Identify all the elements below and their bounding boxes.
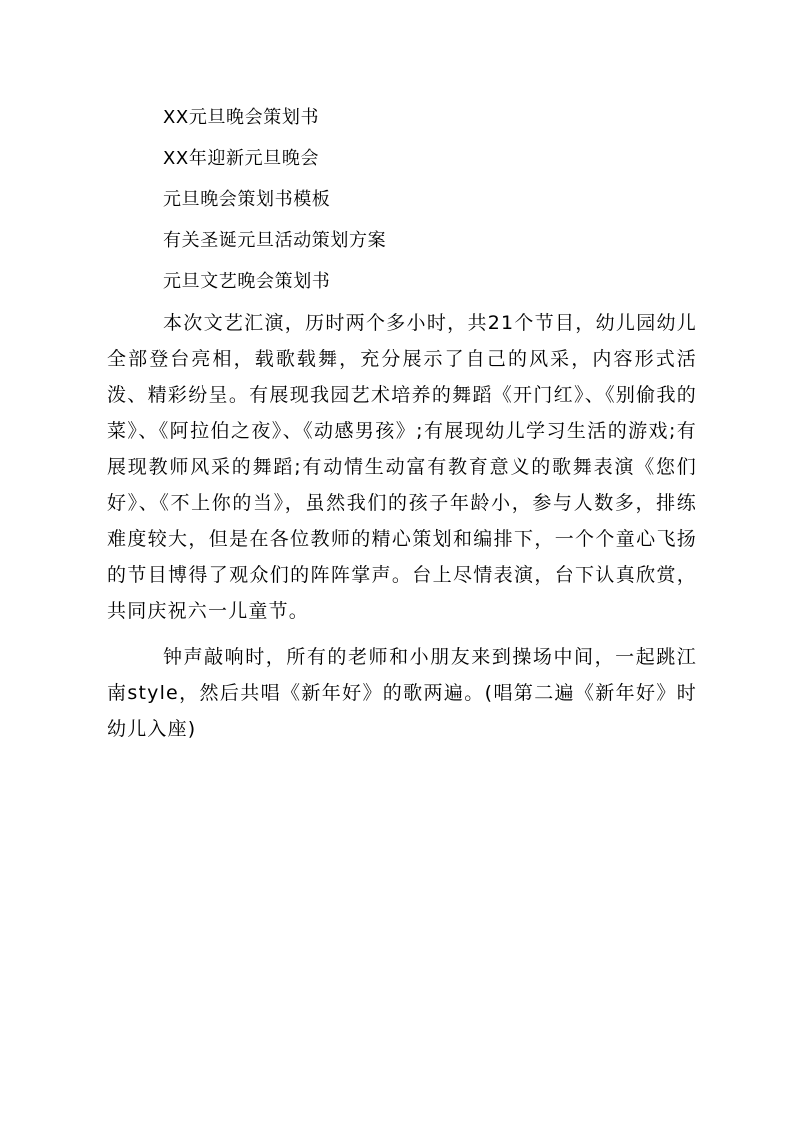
related-title: 有关圣诞元旦活动策划方案	[163, 230, 387, 251]
related-title: XX元旦晚会策划书	[163, 107, 320, 128]
paragraph-bell-ceremony: 钟声敲响时，所有的老师和小朋友来到操场中间，一起跳江南style，然后共唱《新年好》的歌两遍。(唱第二遍《新年好》时幼儿入座)	[107, 646, 697, 740]
document-body	[107, 100, 697, 747]
related-titles-list	[107, 100, 697, 305]
related-title: XX年迎新元旦晚会	[163, 148, 320, 169]
related-title: 元旦文艺晚会策划书	[163, 271, 331, 292]
paragraph-performance-summary: 本次文艺汇演，历时两个多小时，共21个节目，幼儿园幼儿全部登台亮相，载歌载舞，充分展示了自己的风采，内容形式活泼、精彩纷呈。有展现我园艺术培养的舞蹈《开门红》、《别偷我的菜》、《阿拉伯之夜》、《动感男孩》;有展现幼儿学习生活的游戏;有展现教师风采的舞蹈;有动情生动富有教育意义的歌舞表演《您们好》、《不上你的当》，虽然我们的孩子年龄小，参与人数多，排练难度较大，但是在各位教师的精心策划和编排下，一个个童心飞扬的节目博得了观众们的阵阵掌声。台上尽情表演，台下认真欣赏，共同庆祝六一儿童节。	[107, 312, 697, 622]
related-title: 元旦晚会策划书模板	[163, 189, 331, 210]
